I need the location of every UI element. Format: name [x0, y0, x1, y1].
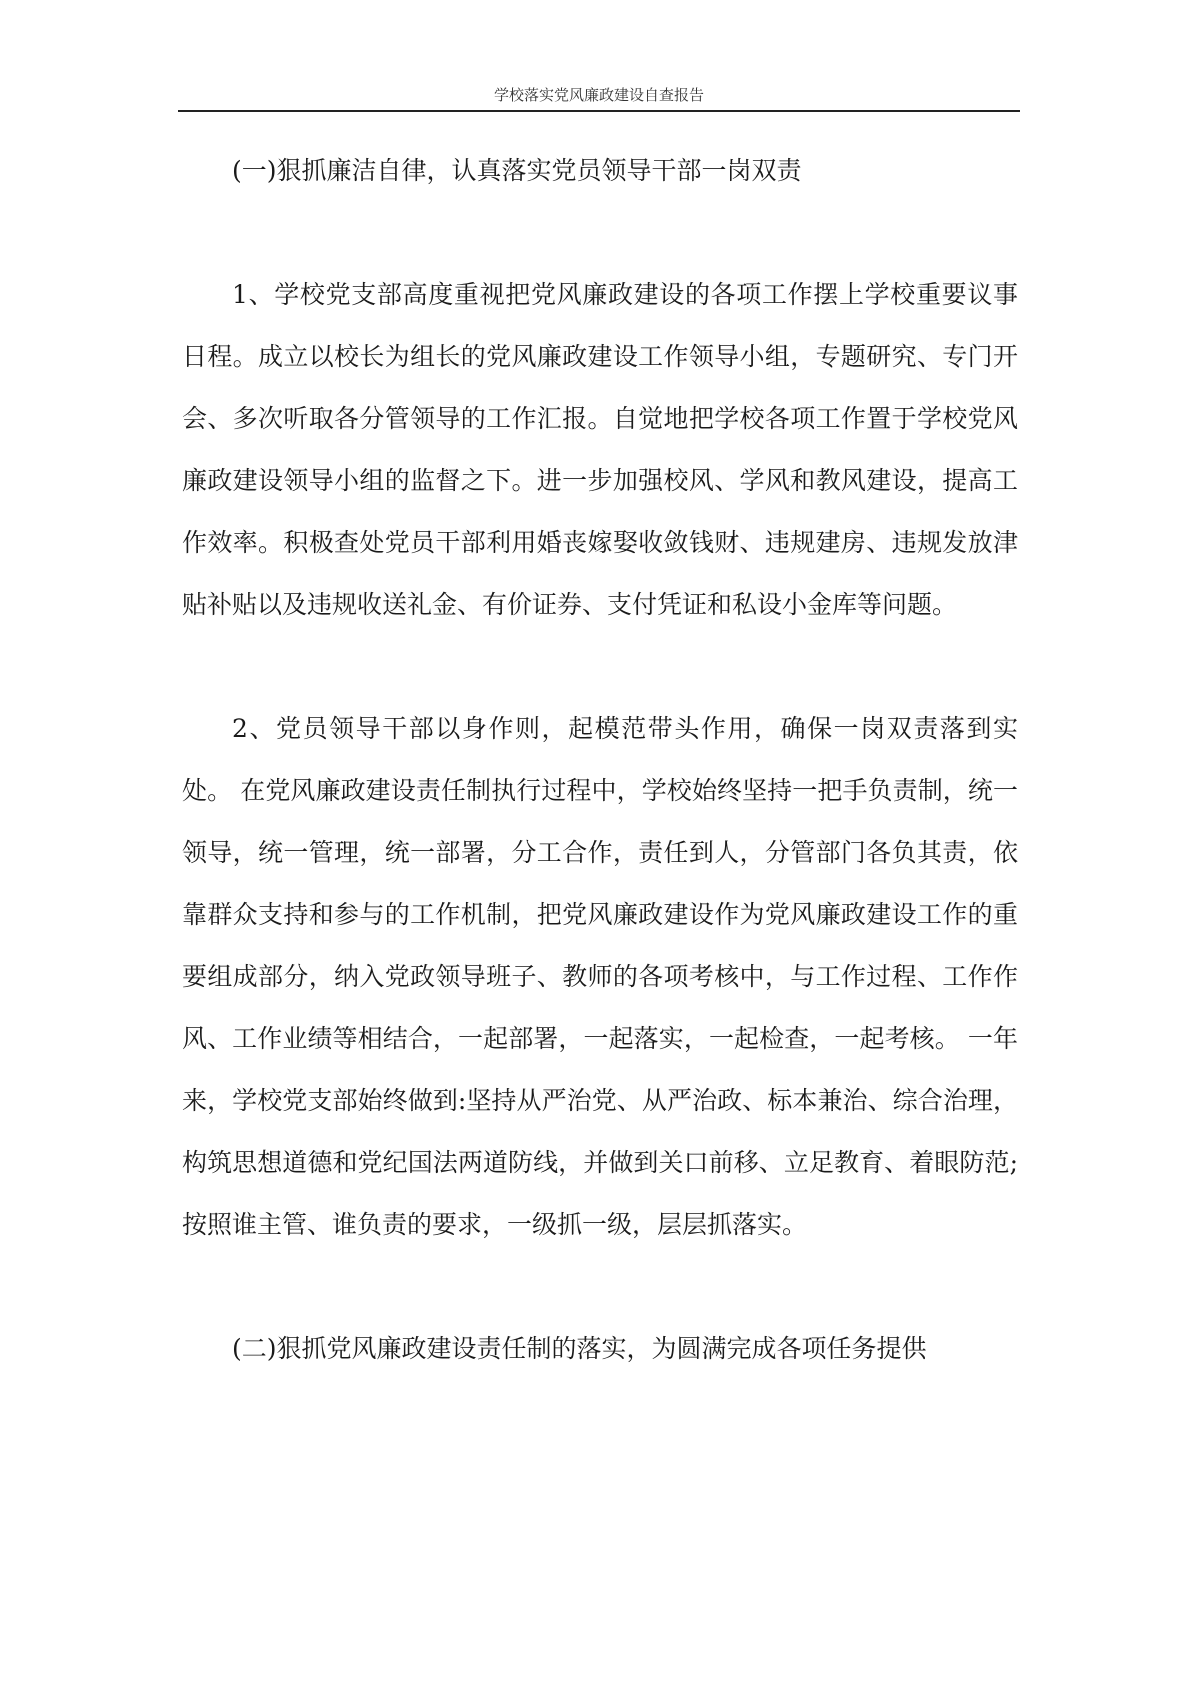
header-title: 学校落实党风廉政建设自查报告	[493, 86, 704, 104]
document-body	[182, 140, 1018, 1442]
section-heading-1: (一)狠抓廉洁自律，认真落实党员领导干部一岗双责	[232, 156, 802, 185]
page-header	[178, 84, 1020, 112]
paragraph-2: 2、党员领导干部以身作则，起模范带头作用，确保一岗双责落到实处。 在党风廉政建设责任制执行过程中，学校始终坚持一把手负责制，统一领导，统一管理，统一部署，分工合作，责任到人，分管部门各负其责，依靠群众支持和参与的工作机制，把党风廉政建设作为党风廉政建设工作的重要组成部分，纳入党政领导班子、教师的各项考核中，与工作过程、工作作风、工作业绩等相结合，一起部署，一起落实，一起检查，一起考核。 一年来，学校党支部始终做到:坚持从严治党、从严治政、标本兼治、综合治理，构筑思想道德和党纪国法两道防线，并做到关口前移、立足教育、着眼防范;按照谁主管、谁负责的要求，一级抓一级，层层抓落实。	[182, 714, 1018, 1239]
paragraph-1: 1、学校党支部高度重视把党风廉政建设的各项工作摆上学校重要议事日程。成立以校长为组长的党风廉政建设工作领导小组，专题研究、专门开会、多次听取各分管领导的工作汇报。自觉地把学校各项工作置于学校党风廉政建设领导小组的监督之下。进一步加强校风、学风和教风建设，提高工作效率。积极查处党员干部利用婚丧嫁娶收敛钱财、违规建房、违规发放津贴补贴以及违规收送礼金、有价证券、支付凭证和私设小金库等问题。	[182, 280, 1018, 619]
section-heading-2: (二)狠抓党风廉政建设责任制的落实，为圆满完成各项任务提供	[232, 1334, 927, 1363]
